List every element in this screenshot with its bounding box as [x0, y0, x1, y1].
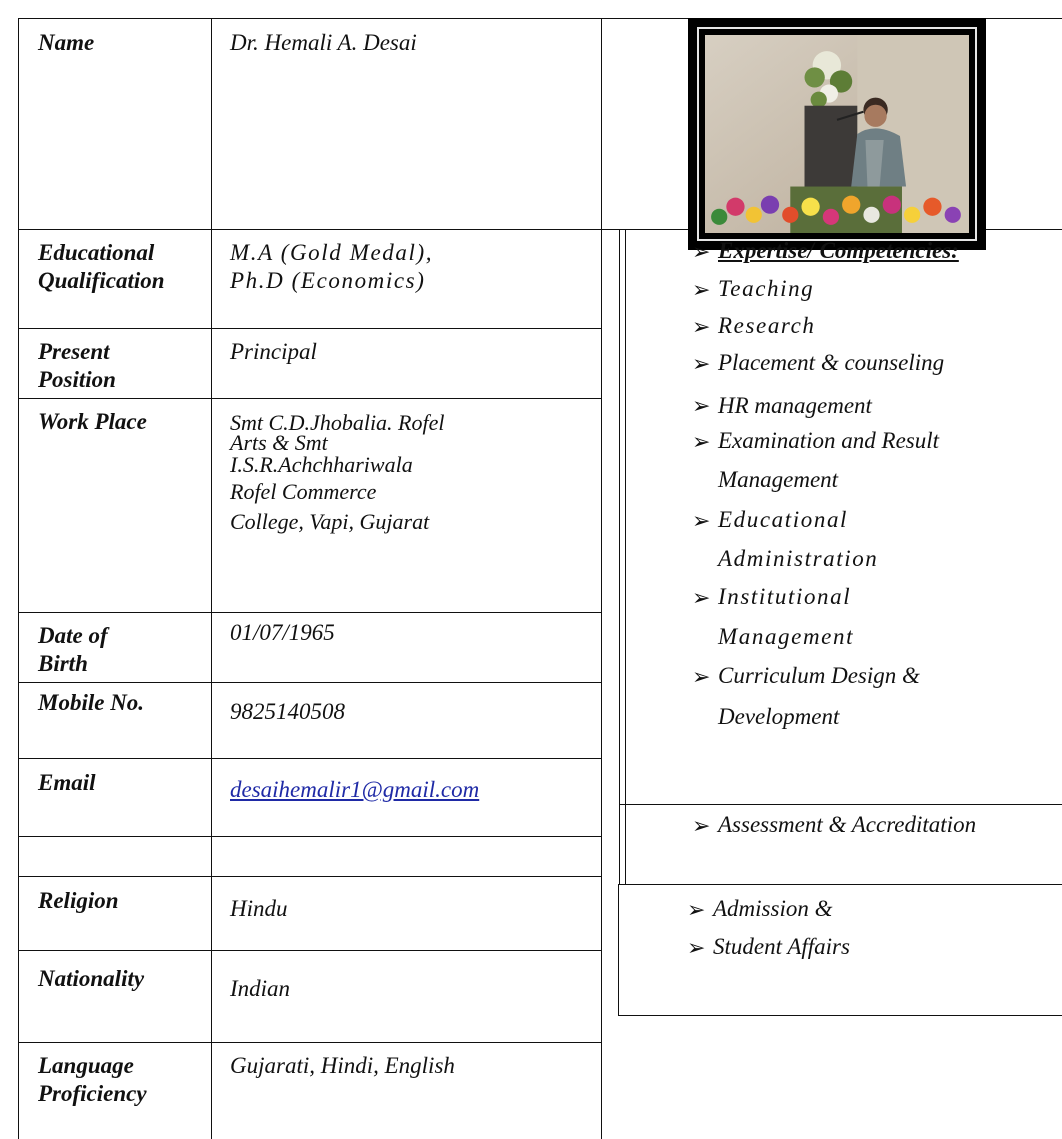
nationality-value: Indian — [230, 976, 291, 1001]
row-divider — [18, 836, 601, 837]
arrow-bullet-icon: ➢ — [692, 239, 711, 264]
expertise-item: Research — [718, 313, 816, 338]
workplace-line: College, Vapi, Gujarat — [230, 509, 430, 534]
row-divider — [18, 758, 601, 759]
arrow-bullet-icon: ➢ — [692, 393, 711, 418]
arrow-bullet-icon: ➢ — [692, 508, 711, 533]
expertise-item: Assessment & Accreditation — [718, 812, 977, 837]
expertise-item: Educational — [718, 507, 849, 532]
religion-value: Hindu — [230, 896, 288, 921]
arrow-bullet-icon: ➢ — [692, 585, 711, 610]
workplace-line: I.S.R.Achchhariwala — [230, 452, 413, 477]
portrait-photo — [705, 35, 969, 233]
dob-label-line: Birth — [38, 651, 88, 676]
name-value: Dr. Hemali A. Desai — [230, 30, 417, 55]
photo-frame — [688, 18, 986, 250]
education-label — [38, 240, 165, 293]
workplace-label: Work Place — [38, 409, 147, 434]
arrow-bullet-icon: ➢ — [692, 277, 711, 302]
expertise-item: Placement & counseling — [718, 350, 945, 375]
education-value — [230, 240, 433, 293]
column-divider-1 — [211, 18, 212, 1139]
row-divider — [18, 612, 601, 613]
expertise-inner-left — [619, 229, 620, 885]
row-divider — [18, 398, 601, 399]
expertise-item: Curriculum Design & — [718, 663, 920, 688]
expertise-divider — [619, 804, 1062, 805]
email-link[interactable]: desaihemalir1@gmail.com — [230, 777, 480, 802]
arrow-bullet-icon: ➢ — [692, 813, 711, 838]
expertise-item: Development — [718, 704, 840, 729]
language-label-line: Proficiency — [38, 1081, 147, 1106]
row-divider — [18, 682, 601, 683]
dob-label — [38, 623, 108, 676]
workplace-line: Arts & Smt — [230, 430, 328, 455]
expertise-item: Examination and Result — [718, 428, 940, 453]
language-value: Gujarati, Hindi, English — [230, 1053, 455, 1078]
expertise-heading: Expertise/ Competencies: — [718, 238, 959, 263]
row-divider — [18, 950, 601, 951]
position-label-line: Position — [38, 367, 116, 392]
education-label-line: Qualification — [38, 268, 165, 293]
education-value-line: Ph.D (Economics) — [230, 268, 426, 293]
row-divider — [18, 1042, 601, 1043]
education-value-line: M.A (Gold Medal), — [230, 240, 434, 265]
language-label — [38, 1053, 147, 1106]
position-label — [38, 339, 116, 392]
expertise-item: Student Affairs — [713, 934, 850, 959]
dob-value: 01/07/1965 — [230, 620, 335, 645]
arrow-bullet-icon: ➢ — [687, 935, 706, 960]
row-divider — [18, 229, 601, 230]
row-divider — [18, 876, 601, 877]
expertise-item: Management — [718, 467, 839, 492]
expertise-bottom-border — [618, 1015, 1062, 1016]
photo-border — [697, 27, 977, 241]
education-label-line: Educational — [38, 240, 155, 265]
arrow-bullet-icon: ➢ — [692, 351, 711, 376]
name-label: Name — [38, 30, 95, 55]
position-value: Principal — [230, 339, 317, 364]
expertise-lower-left — [618, 884, 619, 1015]
arrow-bullet-icon: ➢ — [692, 664, 711, 689]
expertise-item: Admission & — [713, 896, 833, 921]
expertise-divider — [619, 884, 1062, 885]
table-left-border — [18, 18, 19, 1139]
arrow-bullet-icon: ➢ — [692, 314, 711, 339]
nationality-label: Nationality — [38, 966, 145, 991]
workplace-value — [230, 410, 445, 535]
mobile-label: Mobile No. — [38, 690, 145, 715]
workplace-line: Smt C.D.Jhobalia. Rofel — [230, 410, 445, 435]
expertise-item: Teaching — [718, 276, 815, 301]
workplace-line: Rofel Commerce — [230, 479, 377, 504]
language-label-line: Language — [38, 1053, 134, 1078]
expertise-item: Administration — [718, 546, 879, 571]
expertise-item: Management — [718, 624, 855, 649]
expertise-inner-left-2 — [625, 229, 626, 885]
position-label-line: Present — [38, 339, 110, 364]
expertise-item: HR management — [718, 393, 872, 418]
arrow-bullet-icon: ➢ — [692, 429, 711, 454]
religion-label: Religion — [38, 888, 119, 913]
row-divider — [18, 328, 601, 329]
mobile-value: 9825140508 — [230, 699, 345, 724]
arrow-bullet-icon: ➢ — [687, 897, 706, 922]
column-divider-2 — [601, 18, 602, 1139]
email-label: Email — [38, 770, 96, 795]
dob-label-line: Date of — [38, 623, 108, 648]
expertise-item: Institutional — [718, 584, 852, 609]
